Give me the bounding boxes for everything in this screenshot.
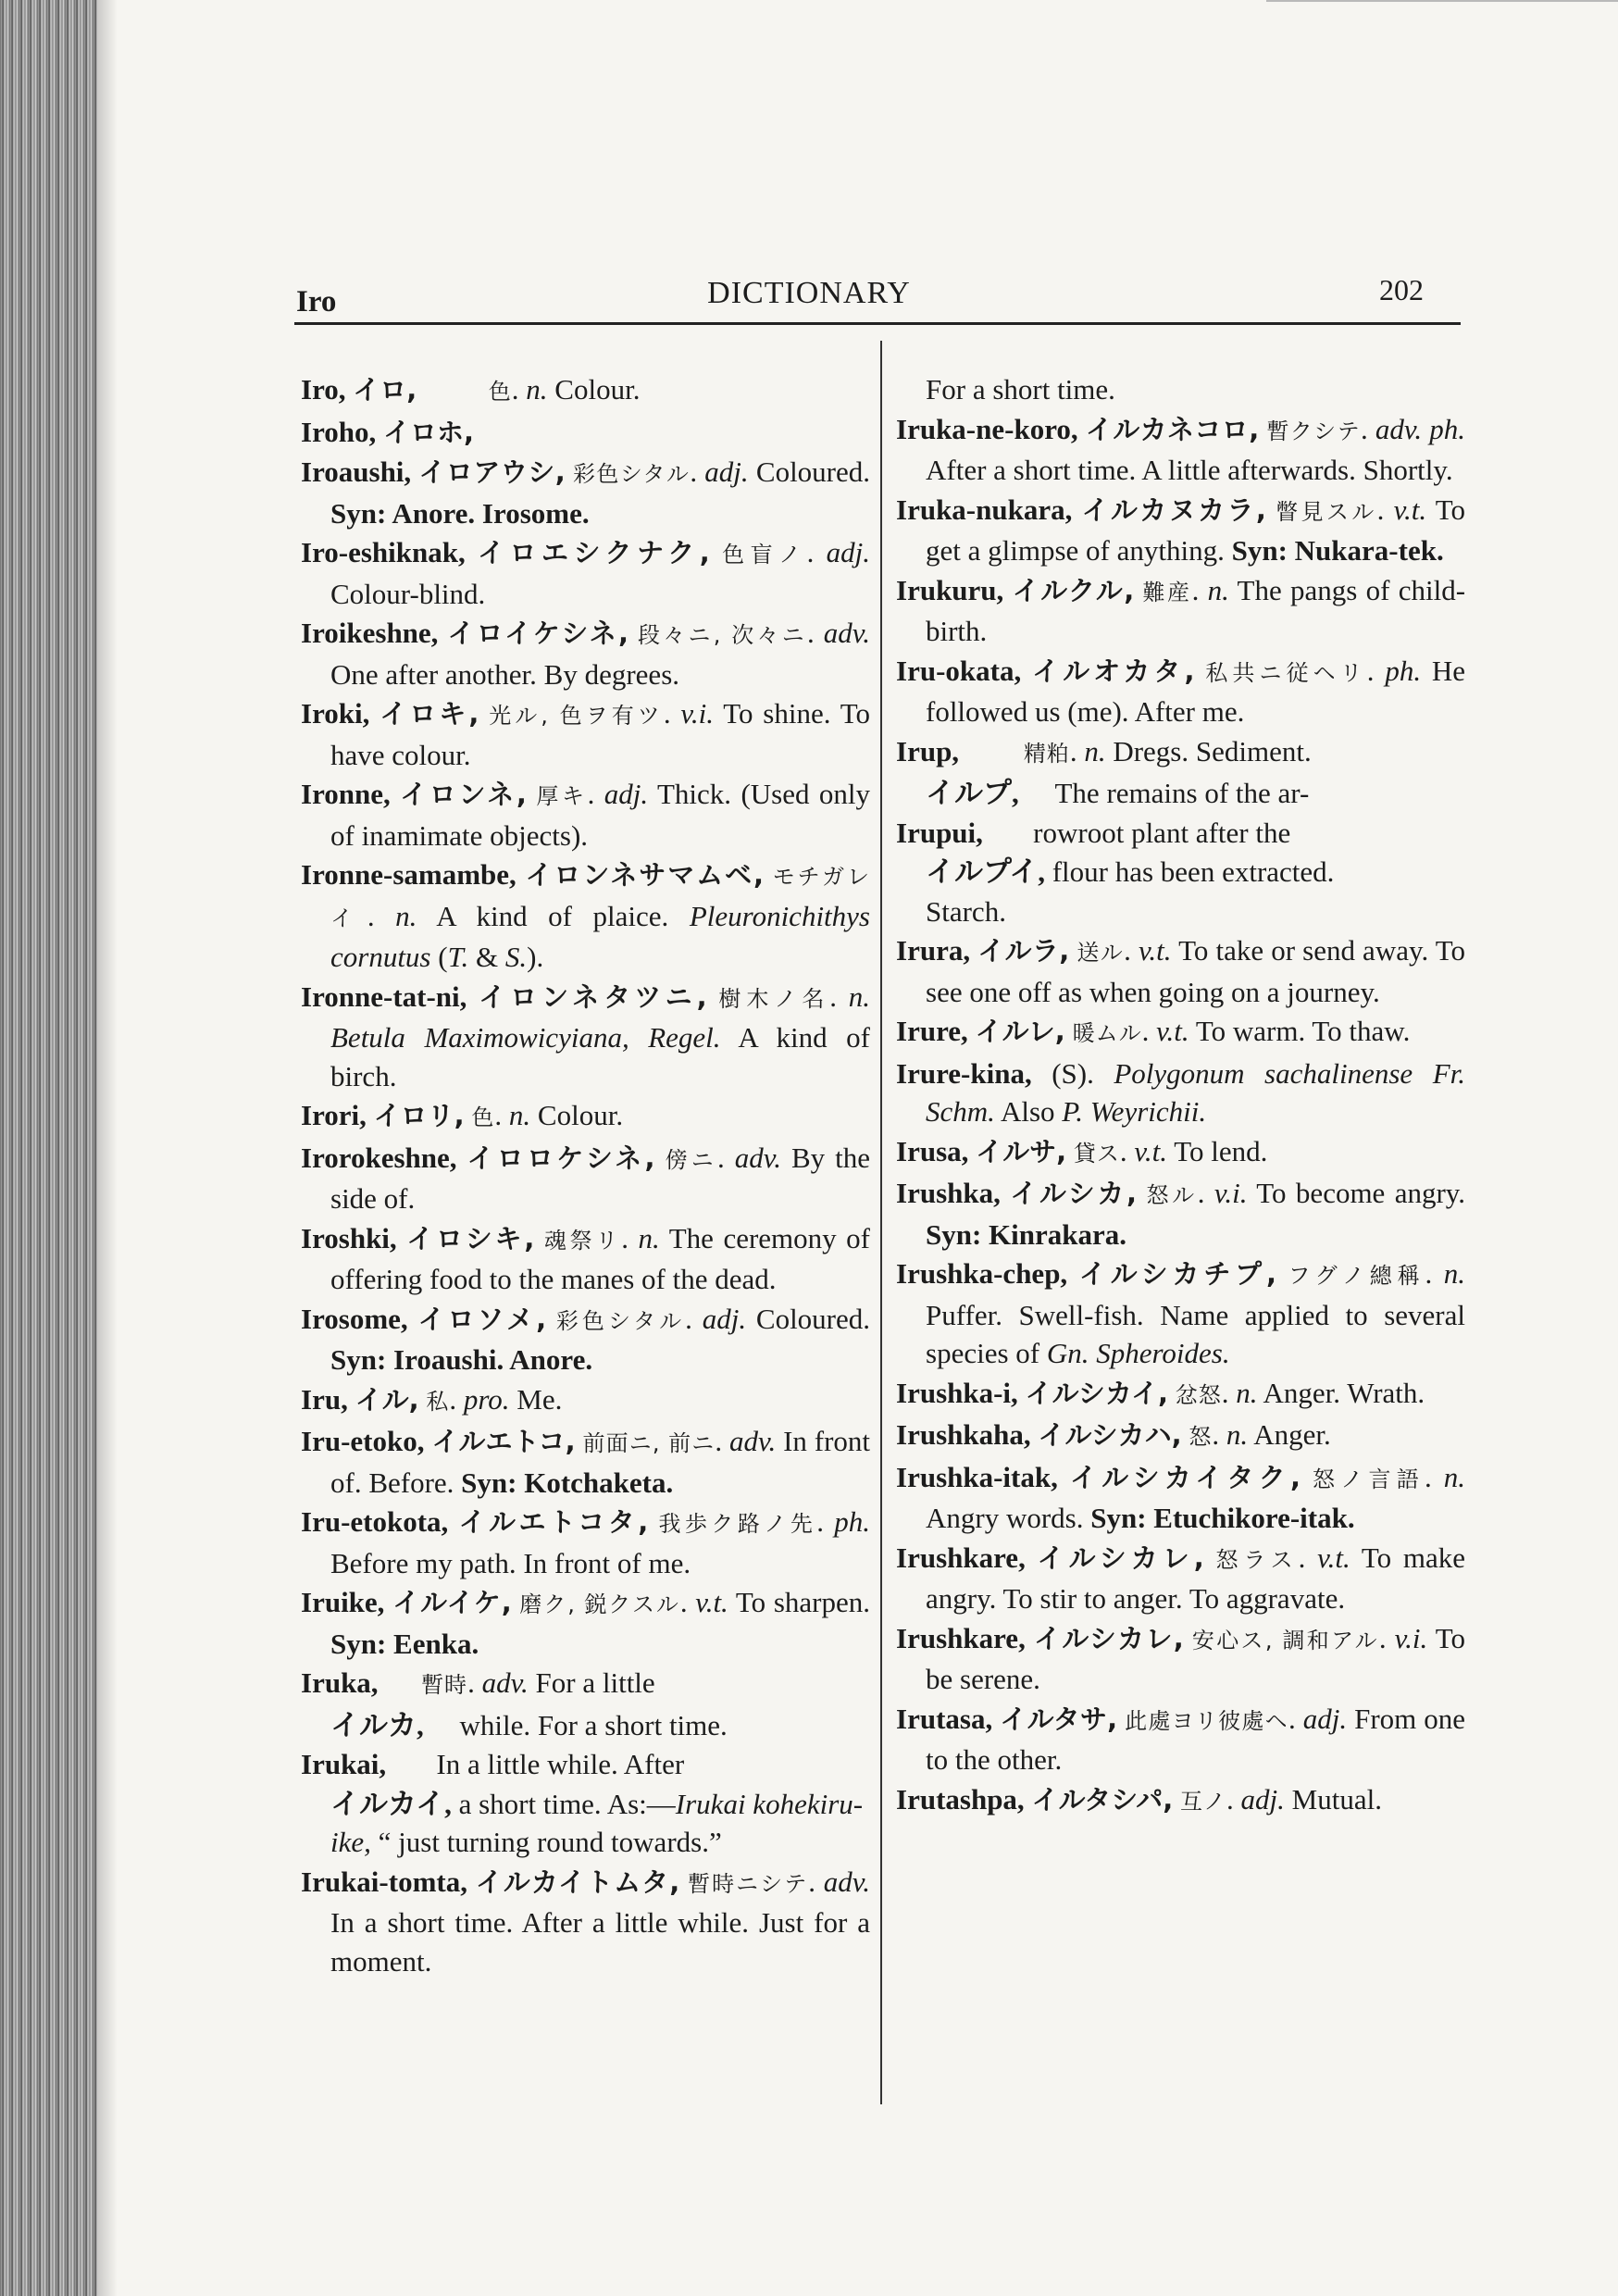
dictionary-entry: Irup, 精粕. n. Dregs. Sediment. bbox=[896, 734, 1312, 767]
entry-continuation: Starch. bbox=[926, 894, 1006, 928]
dictionary-entry: Iroaushi, イロアウシ, 彩色シタル. adj. Coloured. Syn: Anore. Irosome. bbox=[301, 455, 871, 530]
running-head-title: DICTIONARY bbox=[707, 276, 911, 310]
dictionary-entry: Irutasa, イルタサ, 此處ヨリ彼處ヘ. adj. From one to the other. bbox=[896, 1702, 1466, 1776]
dictionary-entry: Irutashpa, イルタシパ, 互ノ. adj. Mutual. bbox=[896, 1782, 1382, 1816]
dictionary-entry: Irure, イルレ, 暖ムル. v.t. To warm. To thaw. bbox=[896, 1015, 1411, 1047]
dictionary-entry: Iro-eshiknak, イロエシクナク, 色盲ノ. adj. Colour-blind. bbox=[301, 536, 871, 610]
dictionary-entry: Ironne, イロンネ, 厚キ. adj. Thick. (Used only of inamimate objects). bbox=[301, 778, 871, 852]
dictionary-entry: Iroshki, イロシキ, 魂祭リ. n. The ceremony of offering food to the manes of the dead. bbox=[301, 1221, 871, 1295]
dictionary-entry: Irushkare, イルシカレ, 怒ラス. v.t. To make angry. To stir to anger. To aggravate. bbox=[896, 1541, 1466, 1615]
dictionary-entry: Iru, イル, 私. pro. Me. bbox=[301, 1382, 563, 1416]
dictionary-entry: Irushkare, イルシカレ, 安心ス, 調和アル. v.i. To be serene. bbox=[896, 1621, 1466, 1695]
dictionary-entry: Iru-okata, イルオカタ, 私共ニ従ヘリ. ph. He followed us (me). After me. bbox=[896, 654, 1466, 728]
entry-continuation: イルカ, while. For a short time. bbox=[330, 1708, 728, 1741]
dictionary-entry: Iroikeshne, イロイケシネ, 段々ニ, 次々ニ. adv. One after another. By degrees. bbox=[301, 617, 871, 691]
entry-continuation: イルプ, The remains of the ar- bbox=[926, 777, 1310, 809]
dictionary-entry: Irushka-i, イルシカイ, 忿怒. n. Anger. Wrath. bbox=[896, 1376, 1425, 1409]
page-number: 202 bbox=[1379, 273, 1424, 306]
entry-continuation: For a short time. bbox=[926, 373, 1115, 406]
entry-continuation: イルプイ, flour has been extracted. bbox=[926, 855, 1335, 888]
dictionary-entry: Irusa, イルサ, 貸ス. v.t. To lend. bbox=[896, 1134, 1268, 1167]
dictionary-entry: Irukai, In a little while. After bbox=[301, 1748, 685, 1780]
dictionary-entry: Irushka, イルシカ, 怒ル. v.i. To become angry. Syn: Kinrakara. bbox=[896, 1177, 1466, 1251]
entry-continuation: イルカイ, a short time. As:—Irukai kohekiru-ike, “ just turning round towards.” bbox=[330, 1787, 864, 1858]
dictionary-entry: Iru-etokota, イルエトコタ, 我歩ク路ノ先. ph. Before my path. In front of me. bbox=[301, 1505, 871, 1579]
page-edge-line bbox=[1266, 0, 1618, 2]
dictionary-entry: Iroho, イロホ, bbox=[301, 415, 475, 448]
dictionary-entry: Iru-etoko, イルエトコ, 前面ニ, 前ニ. adv. In front of. Before. Syn: Kotchaketa. bbox=[301, 1425, 871, 1499]
book-binding-edge bbox=[0, 0, 97, 2296]
right-column bbox=[896, 370, 1465, 1822]
header-rule bbox=[294, 322, 1461, 325]
dictionary-entry: Irukuru, イルクル, 難産. n. The pangs of child-birth. bbox=[896, 573, 1466, 647]
dictionary-entry: Irupui, rowroot plant after the bbox=[896, 816, 1291, 849]
dictionary-entry: Iro, イロ, 色. n. Colour. bbox=[301, 373, 641, 406]
dictionary-entry: Irori, イロリ, 色. n. Colour. bbox=[301, 1099, 624, 1131]
running-head-left: Iro bbox=[296, 285, 337, 318]
dictionary-entry: Irushka-itak, イルシカイタク, 怒ノ言語. n. Angry words. Syn: Etuchikore-itak. bbox=[896, 1460, 1466, 1534]
dictionary-entry: Irukai-tomta, イルカイトムタ, 暫時ニシテ. adv. In a short time. After a little while. Just for a moment. bbox=[301, 1865, 871, 1978]
dictionary-entry: Irosome, イロソメ, 彩色シタル. adj. Coloured. Syn: Iroaushi. Anore. bbox=[301, 1302, 871, 1376]
dictionary-entry: Ironne-samambe, イロンネサマムベ, モチガレイ. n. A kind of plaice. Pleuronichithys cornutus (T. & S.). bbox=[301, 858, 870, 973]
dictionary-entry: Iroki, イロキ, 光ル, 色ヲ有ツ. v.i. To shine. To have colour. bbox=[301, 697, 871, 771]
left-column bbox=[301, 370, 870, 1981]
dictionary-entry: Irushka-chep, イルシカチプ, フグノ總稱. n. Puffer. Swell-fish. Name applied to several species of Gn. Spheroides. bbox=[896, 1257, 1466, 1369]
dictionary-entry: Irorokeshne, イロロケシネ, 傍ニ. adv. By the side of. bbox=[301, 1141, 871, 1215]
column-divider bbox=[880, 341, 882, 2104]
dictionary-entry: Iruka-nukara, イルカヌカラ, 瞥見スル. v.t. To get a glimpse of anything. Syn: Nukara-tek. bbox=[896, 493, 1466, 567]
dictionary-entry: Ironne-tat-ni, イロンネタツニ, 樹木ノ名. n. Betula Maximowicyiana, Regel. A kind of birch. bbox=[301, 980, 871, 1092]
dictionary-entry: Irura, イルラ, 送ル. v.t. To take or send away. To see one off as when going on a journey. bbox=[896, 934, 1466, 1008]
dictionary-entry: Iruka-ne-koro, イルカネコロ, 暫クシテ. adv. ph. After a short time. A little afterwards. Shortly. bbox=[896, 412, 1465, 486]
dictionary-entry: Iruike, イルイケ, 磨ク, 鋭クスル. v.t. To sharpen. Syn: Eenka. bbox=[301, 1586, 871, 1660]
dictionary-entry: Iruka, 暫時. adv. For a little bbox=[301, 1666, 655, 1699]
dictionary-entry: Irure-kina, (S). Polygonum sachalinense Fr. Schm. Also P. Weyrichii. bbox=[896, 1056, 1466, 1128]
dictionary-entry: Irushkaha, イルシカハ, 怒. n. Anger. bbox=[896, 1418, 1331, 1451]
